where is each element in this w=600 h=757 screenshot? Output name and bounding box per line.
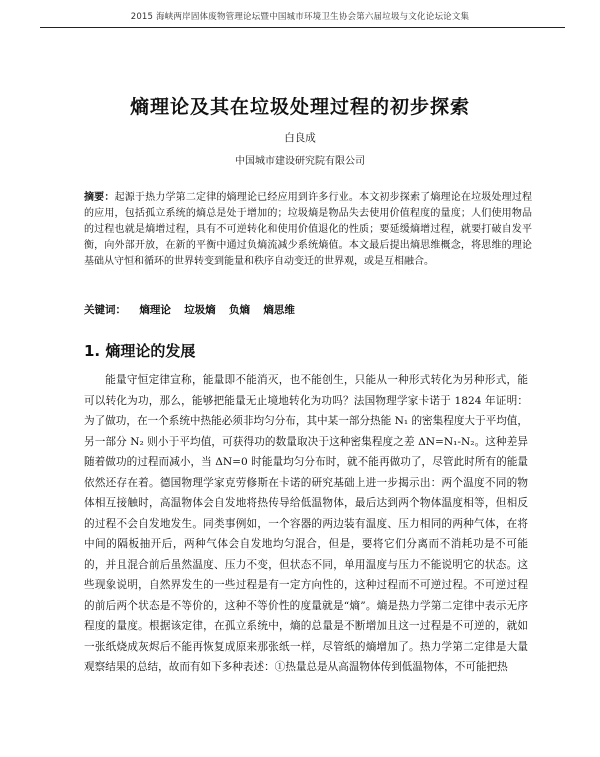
section-body — [84, 370, 528, 678]
author: 白良成 — [284, 132, 316, 144]
keyword-item: 熵理论 — [139, 304, 171, 316]
keyword-item: 垃圾熵 — [184, 304, 216, 316]
keyword-item: 熵思维 — [263, 304, 295, 316]
header-rule — [40, 27, 565, 28]
running-head: 2015 海峡两岸固体废物管理论坛暨中国城市环境卫生协会第六届垃圾与文化论坛论文集 — [130, 12, 470, 22]
body-paragraph: 能量守恒定律宣称，能量即不能消灭，也不能创生，只能从一种形式转化为另种形式，能可以转化为功，那么，能够把能量无止境地转化为功吗？法国物理学家卡诺于 1824 年证明：为了做功，在一个系统中热能必须非均匀分布，其中某一部分热能 N₁ 的密集程度大于平均值，另一部分 N₂ 则小于平均值，可获得功的数量取决于这种密集程度之差 ΔN=N₁-N₂。这种差异随着做功的过程而减小，当 ΔN=0 时能量均匀分布时，就不能再做功了，尽管此时所有的能量依然还存在着。德国物理学家克劳修斯在卡诺的研究基础上进一步揭示出：两个温度不同的物体相互接触时，高温物体会自发地将热传导给低温物体，最后达到两个物体温度相等，但相反的过程不会自发地发生。同类事例如，一个容器的两边装有温度、压力相同的两种气体，在将中间的隔板抽开后，两种气体会自发地均匀混合，但是，要将它们分离而不消耗功是不可能的，并且混合前后虽然温度、压力不变，但状态不同，单用温度与压力不能说明它的状态。这些现象说明，自然界发生的一些过程是有一定方向性的，这种过程而不可逆过程。不可逆过程的前后两个状态是不等价的，这种不等价性的度量就是“熵”。熵是热力学第二定律中表示无序程度的量度。根据该定律，在孤立系统中，熵的总量是不断增加且这一过程是不可逆的，就如一张纸烧成灰烬后不能再恢复成原来那张纸一样，尽管纸的熵增加了。热力学第二定律是大量观察结果的总结，故而有如下多种表述：①热量总是从高温物体传到低温物体，不可能把热 — [84, 374, 528, 673]
section-heading: 1. 熵理论的发展 — [84, 342, 196, 360]
affiliation: 中国城市建设研究院有限公司 — [235, 156, 365, 167]
abstract — [84, 190, 532, 270]
abstract-label: 摘要： — [84, 192, 115, 203]
paper-title: 熵理论及其在垃圾处理过程的初步探索 — [129, 96, 470, 118]
keywords-label: 关键词： — [84, 304, 126, 316]
abstract-text: 起源于热力学第二定律的熵理论已经应用到许多行业。本文初步探索了熵理论在垃圾处理过程的应用，包括孤立系统的熵总是处于增加的；垃圾熵是物品失去使用价值程度的量度；人们使用物品的过程也就是熵增过程，具有不可逆转化和使用价值退化的性质；要延缓熵增过程，就要打破自发平衡，向外部开放，在新的平衡中通过负熵流减少系统熵值。本文最后提出熵思维概念，将思维的理论基础从守恒和循环的世界转变到能量和秩序自动变迁的世界观，或是互相融合。 — [84, 192, 533, 267]
keywords — [84, 302, 532, 317]
keyword-item: 负熵 — [229, 304, 251, 316]
